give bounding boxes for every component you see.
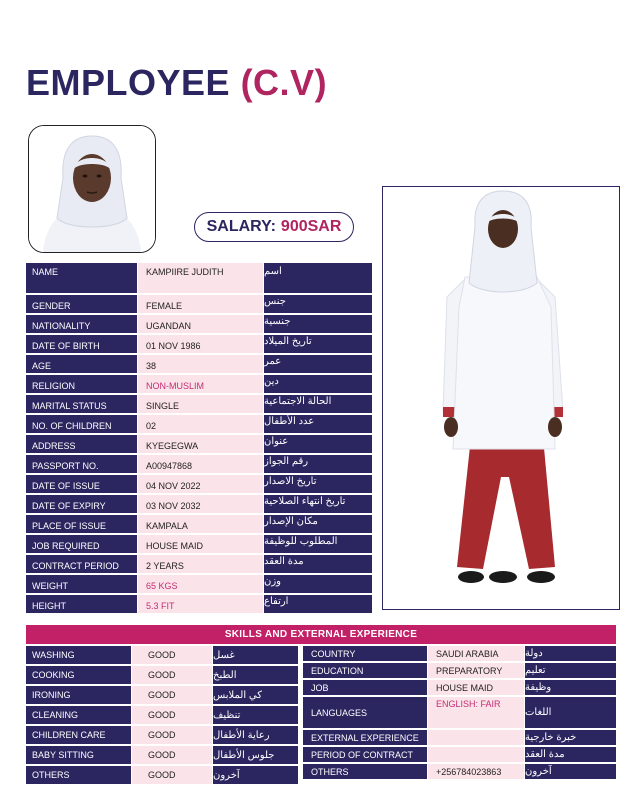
skills-section-header: SKILLS AND EXTERNAL EXPERIENCE <box>26 625 616 644</box>
experience-label: LANGUAGES <box>303 697 427 728</box>
personal-info-label: ADDRESS <box>26 435 137 453</box>
experience-label: PERIOD OF CONTRACT <box>303 747 427 762</box>
experience-value: SAUDI ARABIA <box>428 646 524 661</box>
personal-info-row <box>26 375 372 393</box>
experience-label: JOB <box>303 680 427 695</box>
skill-row <box>26 646 298 664</box>
personal-info-label: AGE <box>26 355 137 373</box>
experience-value <box>428 730 524 745</box>
personal-info-row <box>26 415 372 433</box>
skill-label-arabic: كي الملابس <box>213 686 298 704</box>
personal-info-row <box>26 575 372 593</box>
personal-info-label-arabic: عدد الأطفال <box>264 415 372 433</box>
personal-info-row <box>26 395 372 413</box>
personal-info-value: HOUSE MAID <box>138 535 263 553</box>
personal-info-row <box>26 263 372 293</box>
personal-info-value: 65 KGS <box>138 575 263 593</box>
skill-row <box>26 726 298 744</box>
skill-label: CLEANING <box>26 706 131 724</box>
experience-value <box>428 747 524 762</box>
personal-info-value: 38 <box>138 355 263 373</box>
personal-info-label-arabic: مكان الإصدار <box>264 515 372 533</box>
experience-value: HOUSE MAID <box>428 680 524 695</box>
title-accent: (C.V) <box>240 62 328 103</box>
personal-info-label-arabic: تاريخ الاصدار <box>264 475 372 493</box>
personal-info-row <box>26 455 372 473</box>
skill-label-arabic: آخرون <box>213 766 298 784</box>
skill-label: CHILDREN CARE <box>26 726 131 744</box>
experience-label-arabic: تعليم <box>525 663 616 678</box>
experience-row <box>303 730 616 745</box>
personal-info-row <box>26 595 372 613</box>
salary-badge <box>194 212 354 242</box>
personal-info-label: NATIONALITY <box>26 315 137 333</box>
portrait-image <box>29 126 155 252</box>
personal-info-label: GENDER <box>26 295 137 313</box>
personal-info-value: 02 <box>138 415 263 433</box>
skills-table <box>26 646 298 786</box>
personal-info-label: DATE OF BIRTH <box>26 335 137 353</box>
personal-info-value: KAMPALA <box>138 515 263 533</box>
skill-label: WASHING <box>26 646 131 664</box>
experience-label-arabic: مدة العقد <box>525 747 616 762</box>
personal-info-label: MARITAL STATUS <box>26 395 137 413</box>
personal-info-value: 04 NOV 2022 <box>138 475 263 493</box>
personal-info-row <box>26 355 372 373</box>
personal-info-row <box>26 555 372 573</box>
skill-row <box>26 706 298 724</box>
personal-info-label-arabic: المطلوب للوظيفة <box>264 535 372 553</box>
personal-info-label: PLACE OF ISSUE <box>26 515 137 533</box>
personal-info-row <box>26 535 372 553</box>
skill-value: GOOD <box>132 646 212 664</box>
skill-label: IRONING <box>26 686 131 704</box>
full-body-image <box>383 187 619 609</box>
skill-value: GOOD <box>132 746 212 764</box>
skill-label: COOKING <box>26 666 131 684</box>
skill-value: GOOD <box>132 726 212 744</box>
personal-info-label: WEIGHT <box>26 575 137 593</box>
experience-value: PREPARATORY <box>428 663 524 678</box>
skill-label-arabic: جلوس الأطفال <box>213 746 298 764</box>
skill-label-arabic: رعاية الأطفال <box>213 726 298 744</box>
skill-row <box>26 686 298 704</box>
personal-info-value: FEMALE <box>138 295 263 313</box>
skill-value: GOOD <box>132 666 212 684</box>
skill-label-arabic: تنظيف <box>213 706 298 724</box>
full-body-photo <box>382 186 620 610</box>
experience-table <box>303 646 616 781</box>
experience-value: ENGLISH: FAIR <box>428 697 524 728</box>
page-title <box>26 62 327 104</box>
experience-label-arabic: اللغات <box>525 697 616 728</box>
experience-row <box>303 764 616 779</box>
personal-info-label: DATE OF ISSUE <box>26 475 137 493</box>
experience-label: EDUCATION <box>303 663 427 678</box>
personal-info-label: PASSPORT NO. <box>26 455 137 473</box>
experience-row <box>303 697 616 728</box>
skill-label-arabic: غسل <box>213 646 298 664</box>
personal-info-row <box>26 515 372 533</box>
personal-info-label-arabic: تاريخ انتهاء الصلاحية <box>264 495 372 513</box>
personal-info-label: HEIGHT <box>26 595 137 613</box>
experience-label-arabic: خبرة خارجية <box>525 730 616 745</box>
personal-info-label: DATE OF EXPIRY <box>26 495 137 513</box>
personal-info-label-arabic: ارتفاع <box>264 595 372 613</box>
personal-info-label: CONTRACT PERIOD <box>26 555 137 573</box>
personal-info-label: JOB REQUIRED <box>26 535 137 553</box>
experience-label: EXTERNAL EXPERIENCE <box>303 730 427 745</box>
personal-info-row <box>26 495 372 513</box>
personal-info-row <box>26 295 372 313</box>
personal-info-row <box>26 435 372 453</box>
personal-info-label-arabic: مدة العقد <box>264 555 372 573</box>
personal-info-row <box>26 475 372 493</box>
experience-value: +256784023863 <box>428 764 524 779</box>
personal-info-value: KAMPIIRE JUDITH <box>138 263 263 293</box>
skill-row <box>26 746 298 764</box>
personal-info-value: NON-MUSLIM <box>138 375 263 393</box>
title-main: EMPLOYEE <box>26 62 231 103</box>
personal-info-row <box>26 315 372 333</box>
personal-info-row <box>26 335 372 353</box>
personal-info-label-arabic: وزن <box>264 575 372 593</box>
salary-value: 900SAR <box>280 218 342 235</box>
experience-label: OTHERS <box>303 764 427 779</box>
personal-info-value: A00947868 <box>138 455 263 473</box>
skill-value: GOOD <box>132 766 212 784</box>
experience-label-arabic: دولة <box>525 646 616 661</box>
personal-info-label-arabic: الحالة الاجتماعية <box>264 395 372 413</box>
personal-info-label: NO. OF CHILDREN <box>26 415 137 433</box>
personal-info-label-arabic: دين <box>264 375 372 393</box>
personal-info-label-arabic: عنوان <box>264 435 372 453</box>
experience-row <box>303 663 616 678</box>
personal-info-value: UGANDAN <box>138 315 263 333</box>
personal-info-value: 5.3 FIT <box>138 595 263 613</box>
personal-info-label-arabic: عمر <box>264 355 372 373</box>
personal-info-label-arabic: رقم الجواز <box>264 455 372 473</box>
portrait-photo <box>28 125 156 253</box>
experience-label-arabic: وظيفة <box>525 680 616 695</box>
personal-info-value: 2 YEARS <box>138 555 263 573</box>
skill-row <box>26 666 298 684</box>
personal-info-label-arabic: جنس <box>264 295 372 313</box>
skill-label: BABY SITTING <box>26 746 131 764</box>
skill-value: GOOD <box>132 686 212 704</box>
experience-label: COUNTRY <box>303 646 427 661</box>
experience-row <box>303 646 616 661</box>
personal-info-label-arabic: جنسية <box>264 315 372 333</box>
personal-info-label-arabic: تاريخ الميلاد <box>264 335 372 353</box>
experience-label-arabic: آخرون <box>525 764 616 779</box>
personal-info-value: SINGLE <box>138 395 263 413</box>
skill-label-arabic: الطبخ <box>213 666 298 684</box>
experience-row <box>303 747 616 762</box>
personal-info-label: RELIGION <box>26 375 137 393</box>
personal-info-value: 03 NOV 2032 <box>138 495 263 513</box>
skill-value: GOOD <box>132 706 212 724</box>
skill-row <box>26 766 298 784</box>
personal-info-table <box>26 263 372 615</box>
personal-info-label: NAME <box>26 263 137 293</box>
skill-label: OTHERS <box>26 766 131 784</box>
salary-label: SALARY: <box>206 218 276 235</box>
personal-info-value: KYEGEGWA <box>138 435 263 453</box>
personal-info-value: 01 NOV 1986 <box>138 335 263 353</box>
personal-info-label-arabic: اسم <box>264 263 372 293</box>
experience-row <box>303 680 616 695</box>
